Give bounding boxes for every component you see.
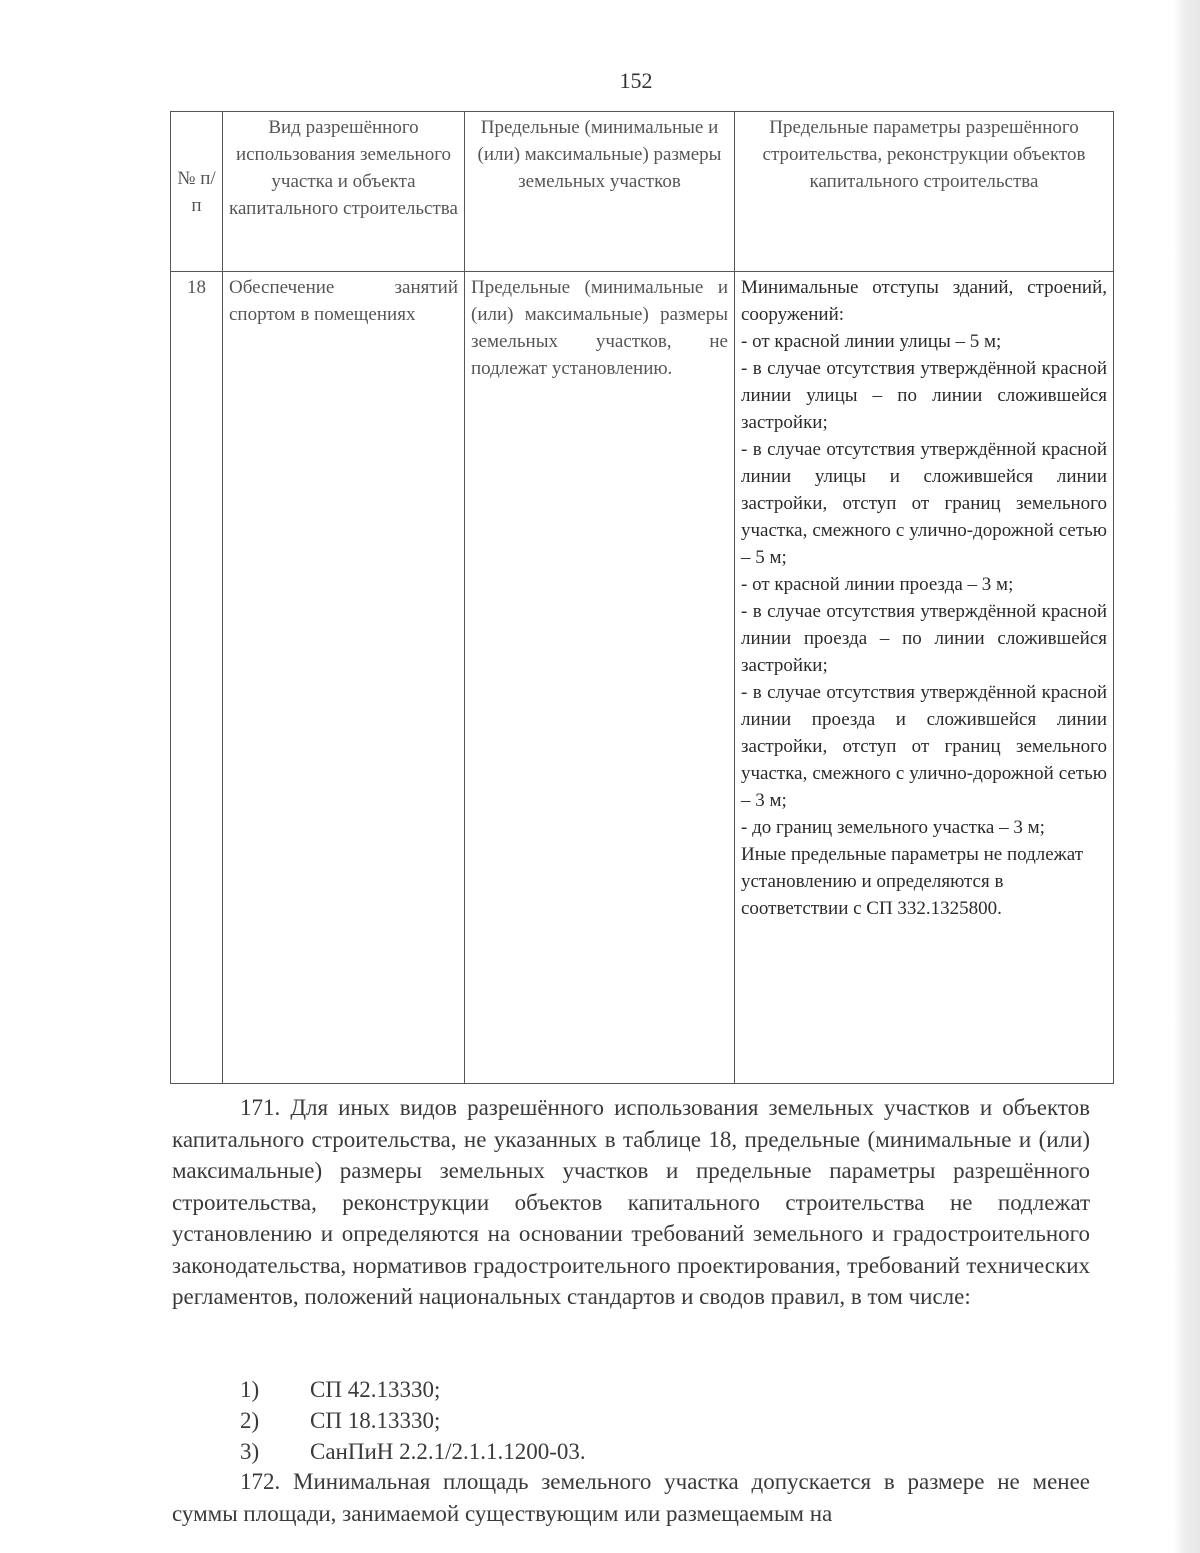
list-item-number: 1)	[240, 1377, 260, 1402]
list-item	[240, 1439, 586, 1465]
param-line: - до границ земельного участка – 3 м;	[741, 817, 1045, 838]
paragraph-171: 171. Для иных видов разрешённого использования земельных участков и объектов капитального строительства, не указанных в таблице 18, предельные (минимальные и (или) максимальные) размеры земельных участков и предельные параметры разрешённого строительства, реконструкции объектов капитального строительства не подлежат установлению и определяются на основании требований земельного и градостроительного законодательства, нормативов градостроительного проектирования, требований технических регламентов, положений национальных стандартов и сводов правил, в том числе:	[172, 1095, 1090, 1309]
regulations-table	[170, 111, 1114, 1084]
page-number: 152	[619, 68, 653, 93]
list-item	[240, 1377, 440, 1403]
param-line: - в случае отсутствия утверждённой красной линии улицы и сложившейся линии застройки, отступ от границ земельного участка, смежного с улично-дорожной сетью – 5 м;	[741, 439, 1107, 568]
param-line: - в случае отсутствия утверждённой красной линии проезда – по линии сложившейся застройки;	[741, 601, 1107, 676]
table-header-row	[171, 112, 1114, 272]
row-num: 18	[171, 272, 223, 1084]
list-item-number: 2)	[240, 1408, 260, 1433]
paragraph-172: 172. Минимальная площадь земельного участка допускается в размере не менее суммы площади, занимаемой существующим или размещаемым на	[172, 1469, 1090, 1526]
row-type: Обеспечение занятий спортом в помещениях	[223, 272, 465, 1084]
header-num: № п/п	[171, 112, 223, 272]
list-item-text: СП 42.13330;	[310, 1377, 441, 1402]
header-sizes: Предельные (минимальные и (или) максимальные) размеры земельных участков	[465, 112, 735, 272]
list-item-text: СП 18.13330;	[310, 1408, 441, 1433]
list-item-text: СанПиН 2.2.1/2.1.1.1200-03.	[310, 1439, 586, 1464]
param-line: - от красной линии проезда – 3 м;	[741, 574, 1014, 595]
list-item	[240, 1408, 440, 1434]
list-item-number: 3)	[240, 1439, 260, 1464]
param-line: Иные предельные параметры не подлежат установлению и определяются в соответствии с СП 332.1325800.	[741, 844, 1084, 919]
scan-edge	[1174, 0, 1200, 1553]
param-line: - в случае отсутствия утверждённой красной линии улицы – по линии сложившейся застройки;	[741, 358, 1107, 433]
header-type: Вид разрешённого использования земельного участка и объекта капитального строительства	[223, 112, 465, 272]
table-row	[171, 272, 1114, 1084]
param-line: - от красной линии улицы – 5 м;	[741, 331, 1002, 352]
row-params	[735, 272, 1114, 1084]
header-params: Предельные параметры разрешённого строительства, реконструкции объектов капитального строительства	[735, 112, 1114, 272]
param-line: - в случае отсутствия утверждённой красной линии проезда и сложившейся линии застройки, отступ от границ земельного участка, смежного с улично-дорожной сетью – 3 м;	[741, 682, 1107, 811]
param-line: Минимальные отступы зданий, строений, сооружений:	[741, 277, 1107, 325]
row-sizes: Предельные (минимальные и (или) максимальные) размеры земельных участков, не подлежат установлению.	[465, 272, 735, 1084]
